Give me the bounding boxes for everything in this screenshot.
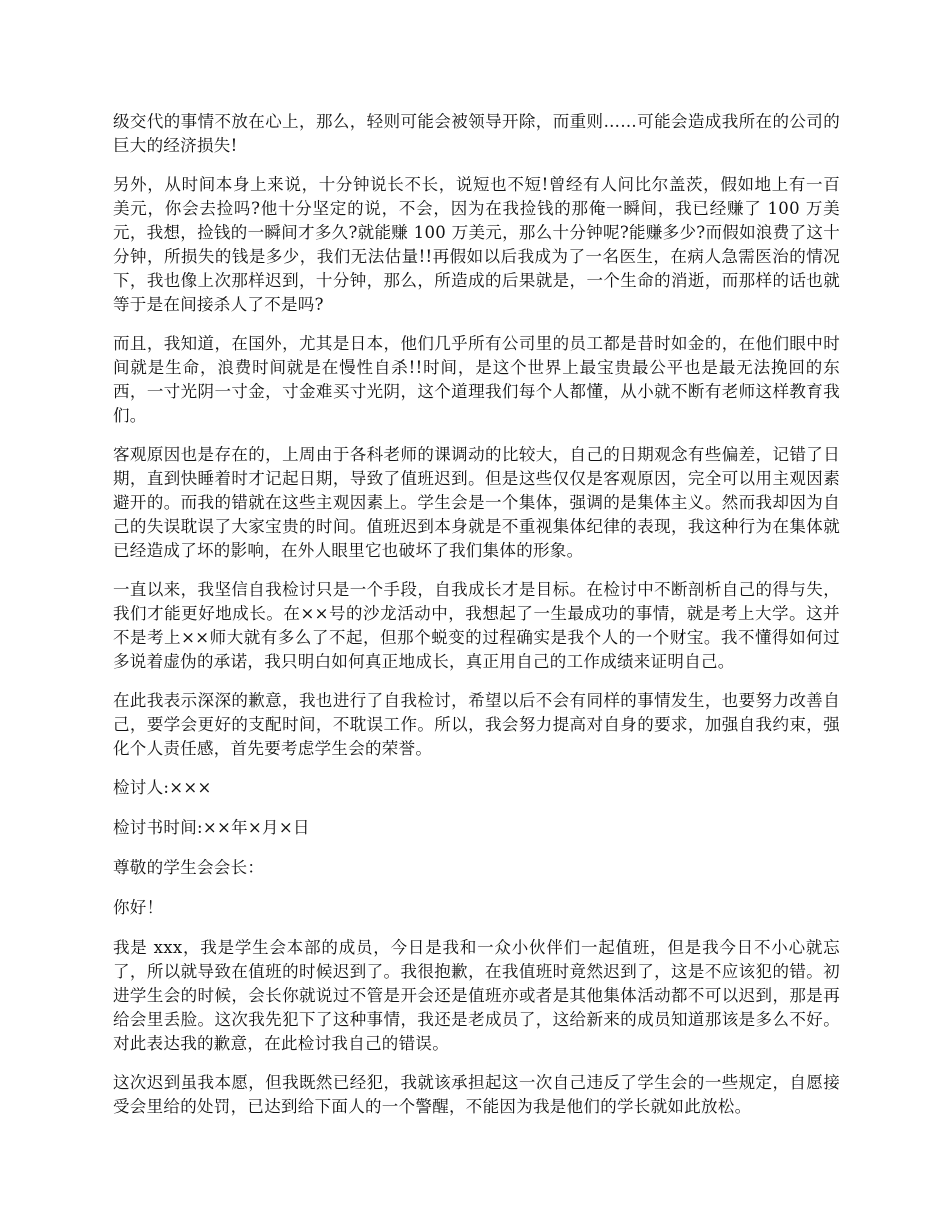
paragraph-self-reflection: 一直以来，我坚信自我检讨只是一个手段，自我成长才是目标。在检讨中不断剖析自己的得与失，我们才能更好地成长。在××号的沙龙活动中，我想起了一生最成功的事情，就是考上大学。这并不是考上××师大就有多么了不起，但那个蜕变的过程确实是我个人的一个财宝。我不懂得如何过多说着虚伪的承诺，我只明白如何真正地成长，真正用自己的工作成绩来证明自己。 — [113, 580, 840, 671]
date-line: 检讨书时间:××年×月×日 — [113, 818, 310, 837]
paragraph-late-explanation: 我是 xxx，我是学生会本部的成员，今日是我和一众小伙伴们一起值班，但是我今日不小心就忘了，所以就导致在值班的时候迟到了。我很抱歉，在我值班时竟然迟到了，这是不应该犯的错。初进学生会的时候，会长你就说过不管是开会还是值班亦或者是其他集体活动都不可以迟到，那是再给会里丢脸。这次我先犯下了这种事情，我还是老成员了，这给新来的成员知道那该是多么不好。对此表达我的歉意，在此检讨我自己的错误。 — [113, 938, 840, 1053]
paragraph-consequences: 级交代的事情不放在心上，那么，轻则可能会被领导开除，而重则……可能会造成我所在的公司的巨大的经济损失! — [113, 112, 840, 155]
paragraph-time-value: 另外，从时间本身上来说，十分钟说长不长，说短也不短!曾经有人问比尔盖茨，假如地上有一百美元，你会去捡吗?他十分坚定的说，不会，因为在我捡钱的那俺一瞬间，我已经赚了 100 万美元，我想，捡钱的一瞬间才多久?就能赚 100 万美元，那么十分钟呢?能赚多少?而假如浪费了这十分钟，所损失的钱是多少，我们无法估量!!再假如以后我成为了一名医生，在病人急需医治的情况下，我也像上次那样迟到，十分钟，那么，所造成的后果就是，一个生命的消逝，而那样的话也就等于是在间接杀人了不是吗? — [113, 175, 840, 314]
document-body — [113, 110, 840, 1134]
signer-line: 检讨人:××× — [113, 778, 212, 797]
paragraph-accept-punishment: 这次迟到虽我本愿，但我既然已经犯，我就该承担起这一次自己违反了学生会的一些规定，自愿接受会里给的处罚，已达到给下面人的一个警醒，不能因为我是他们的学长就如此放松。 — [113, 1073, 840, 1116]
greeting: 你好！ — [113, 898, 164, 917]
salutation: 尊敬的学生会会长： — [113, 858, 265, 877]
paragraph-apology: 在此我表示深深的歉意，我也进行了自我检讨，希望以后不会有同样的事情发生，也要努力改善自己，要学会更好的支配时间，不耽误工作。所以，我会努力提高对自身的要求，加强自我约束，强化个人责任感，首先要考虑学生会的荣誉。 — [113, 691, 840, 758]
paragraph-time-precious: 而且，我知道，在国外，尤其是日本，他们几乎所有公司里的员工都是昔时如金的，在他们眼中时间就是生命，浪费时间就是在慢性自杀!!时间，是这个世界上最宝贵最公平也是最无法挽回的东西，一寸光阴一寸金，寸金难买寸光阴，这个道理我们每个人都懂，从小就不断有老师这样教育我们。 — [113, 334, 840, 425]
paragraph-objective-reasons: 客观原因也是存在的，上周由于各科老师的课调动的比较大，自己的日期观念有些偏差，记错了日期，直到快睡着时才记起日期，导致了值班迟到。但是这些仅仅是客观原因，完全可以用主观因素避开的。而我的错就在这些主观因素上。学生会是一个集体，强调的是集体主义。然而我却因为自己的失误耽误了大家宝贵的时间。值班迟到本身就是不重视集体纪律的表现，我这种行为在集体就已经造成了坏的影响，在外人眼里它也破坏了我们集体的形象。 — [113, 445, 840, 560]
